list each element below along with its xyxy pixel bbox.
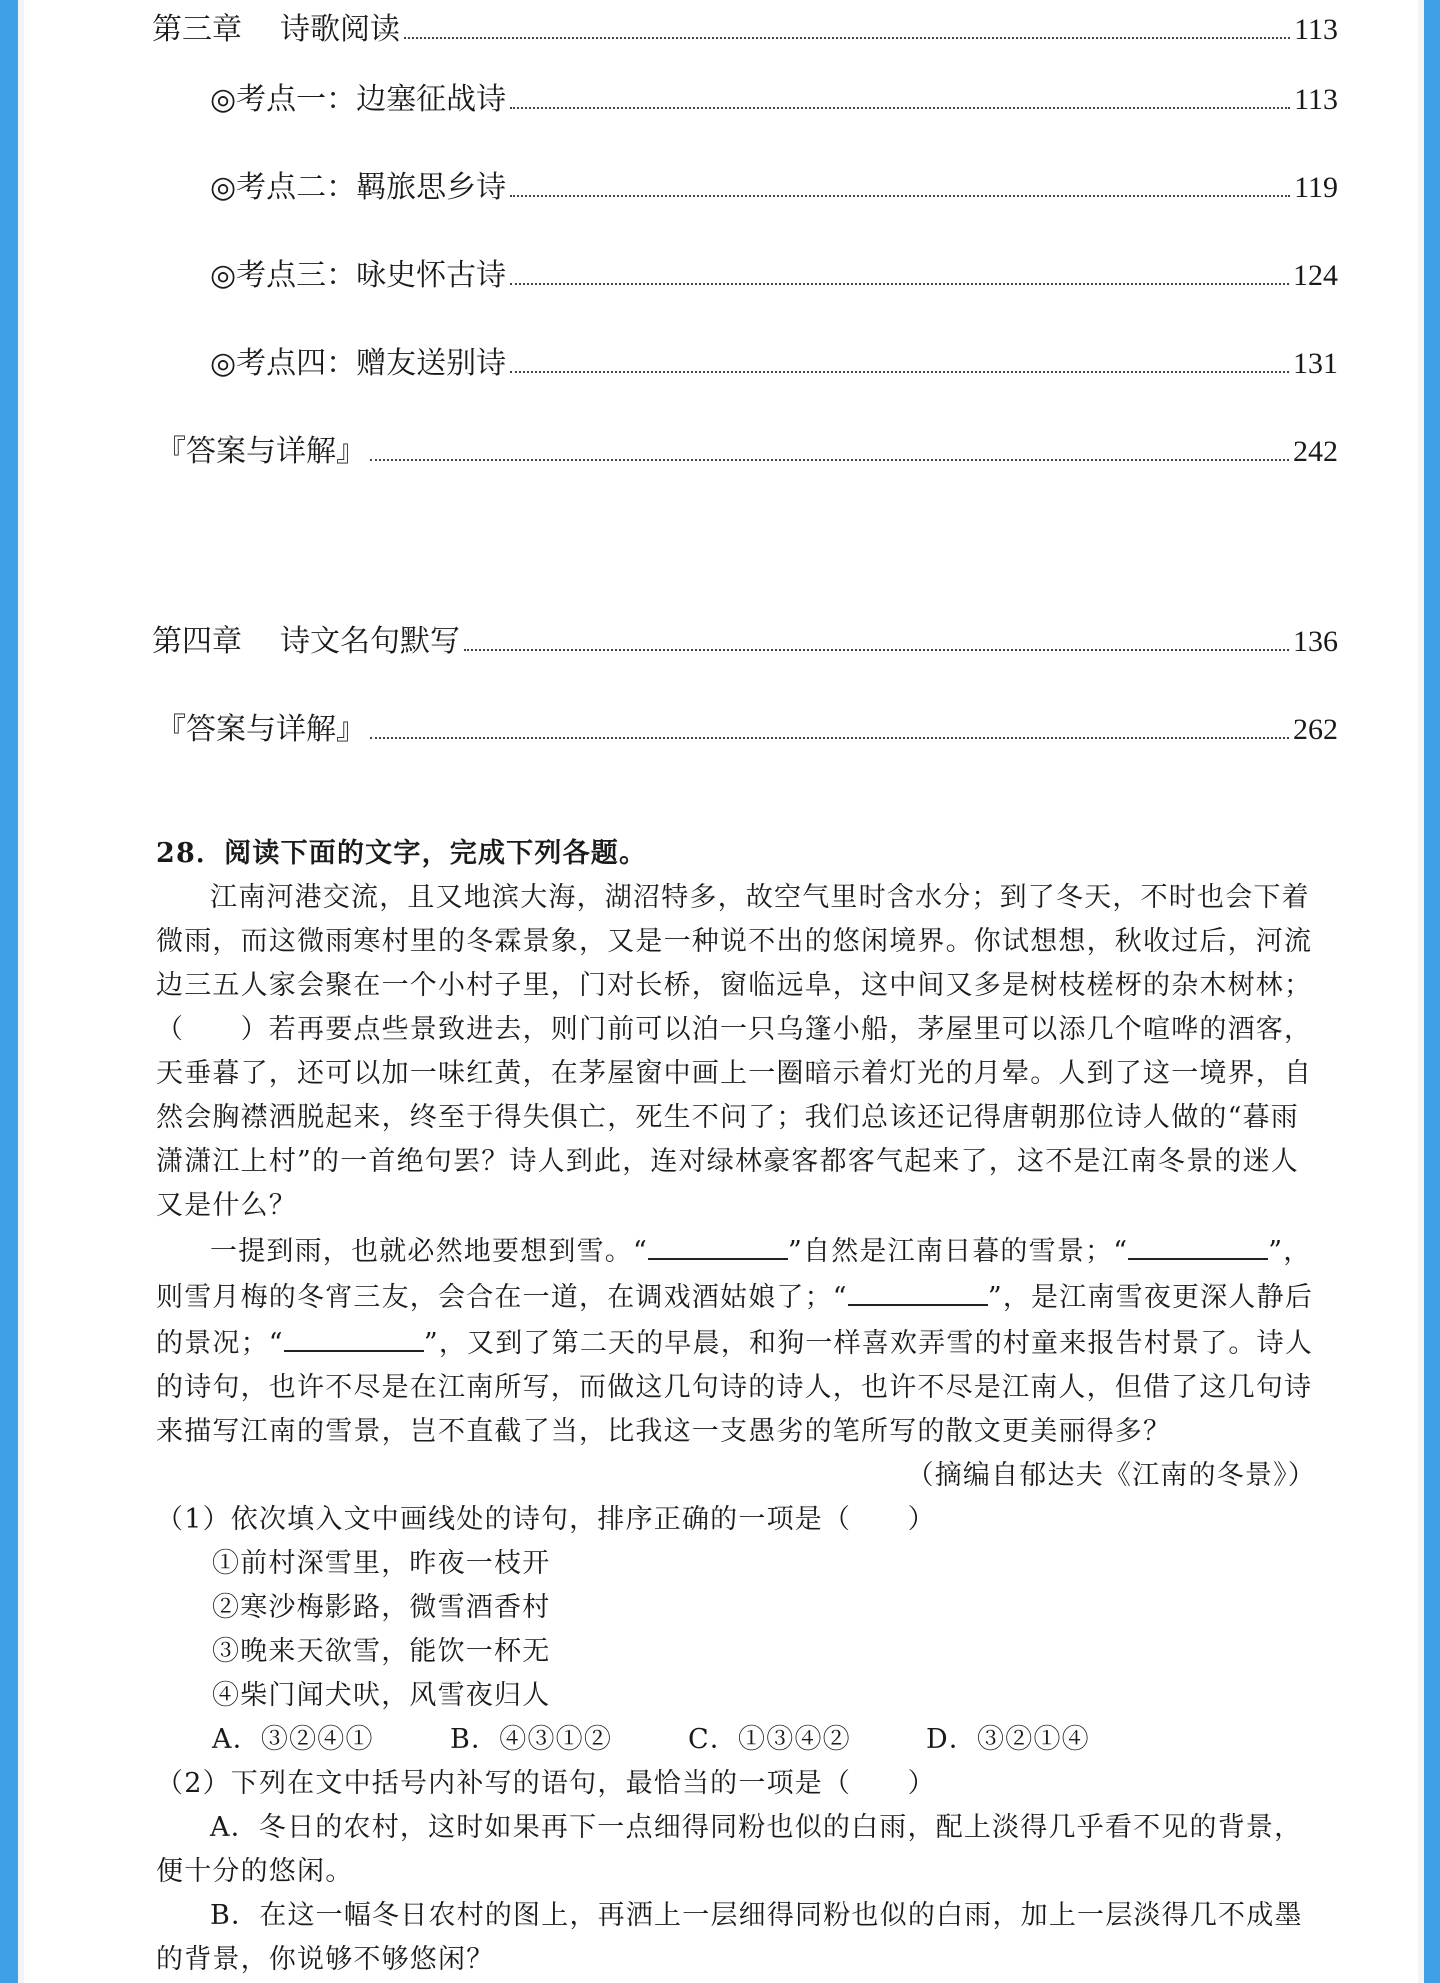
toc-chapter-3[interactable]: 第三章 诗歌阅读 113 [152,12,1338,47]
fill-blank-1[interactable] [648,1228,788,1260]
passage-paragraph-1: 江南河港交流，且又地滨大海，湖沼特多，故空气里时含水分；到了冬天，不时也会下着微雨，而这微雨寒村里的冬霖景象，又是一种说不出的悠闲境界。你试想想，秋收过后，河流边三五人家会聚在一个小村子里，门对长桥，窗临远阜，这中间又多是树枝槎枒的杂木树林；（ ）若再要点些景致进去，则门前可以泊一只乌篷小船，茅屋里可以添几个喧哗的酒客，天垂暮了，还可以加一味红黄，在茅屋窗中画上一圈暗示着灯光的月晕。人到了这一境界，自然会胸襟洒脱起来，终至于得失俱亡，死生不问了；我们总该还记得唐朝那位诗人做的“暮雨潇潇江上村”的一首绝句罢？诗人到此，连对绿林豪客都客气起来了，这不是江南冬景的迷人又是什么？ [156,882,1313,1221]
fill-blank-2[interactable] [1128,1228,1268,1260]
choice-b[interactable]: B．在这一幅冬日农村的图上，再洒上一层细得同粉也似的白雨，加上一层淡得几不成墨的背景，你说够不够悠闲？ [156,1900,1303,1975]
toc-item[interactable]: ◎考点三：咏史怀古诗 124 [210,258,1338,293]
sub-question-1: （1）依次填入文中画线处的诗句，排序正确的一项是（ ） [156,1504,936,1535]
verse-option: ①前村深雪里，昨夜一枝开 [212,1548,551,1579]
toc-answers-ch3[interactable]: 『答案与详解』 242 [156,434,1338,469]
toc-item[interactable]: ◎考点一：边塞征战诗 113 [210,82,1338,117]
verse-option: ④柴门闻犬吠，风雪夜归人 [212,1680,551,1711]
choice-a[interactable]: A．③②④① [212,1724,374,1755]
passage-source: （摘编自郁达夫《江南的冬景》） [906,1460,1316,1491]
toc-item[interactable]: ◎考点四：赠友送别诗 131 [210,346,1338,381]
question-title: 28．阅读下面的文字，完成下列各题。 [156,838,648,869]
verse-option: ②寒沙梅影路，微雪酒香村 [212,1592,551,1623]
choice-b[interactable]: B．④③①② [450,1724,613,1755]
verse-option: ③晚来天欲雪，能饮一杯无 [212,1636,551,1667]
choice-c[interactable]: C．①③④② [688,1724,851,1755]
sub-question-2: （2）下列在文中括号内补写的语句，最恰当的一项是（ ） [156,1768,936,1799]
choice-d[interactable]: D．③②①④ [926,1724,1090,1755]
document-sheet [24,0,1418,1983]
answer-choices [156,1718,1326,1762]
fill-blank-4[interactable] [284,1320,424,1352]
toc-answers-ch4[interactable]: 『答案与详解』 262 [156,712,1338,747]
question-28 [156,832,1326,1982]
passage-paragraph-2: 一提到雨，也就必然地要想到雪。“ ”自然是江南日暮的雪景；“ ”，则雪月梅的冬宵三友，会合在一道，在调戏酒姑娘了；“ ”，是江南雪夜更深人静后的景况；“ ”，又到了第二天的早晨，和狗一样喜欢弄雪的村童来报告村景了。诗人的诗句，也许不尽是在江南所写，而做这几句诗的诗人，也许不尽是江南人，但借了这几句诗来描写江南的雪景，岂不直截了当，比我这一支愚劣的笔所写的散文更美丽得多？ [156,1228,1326,1454]
frame-left-border [0,0,18,1983]
choice-a[interactable]: A．冬日的农村，这时如果再下一点细得同粉也似的白雨，配上淡得几乎看不见的背景，便十分的悠闲。 [156,1812,1303,1887]
frame-right-border [1424,0,1440,1983]
toc-item[interactable]: ◎考点二：羁旅思乡诗 119 [210,170,1338,205]
fill-blank-3[interactable] [848,1274,988,1306]
toc-chapter-4[interactable]: 第四章 诗文名句默写 136 [152,624,1338,659]
